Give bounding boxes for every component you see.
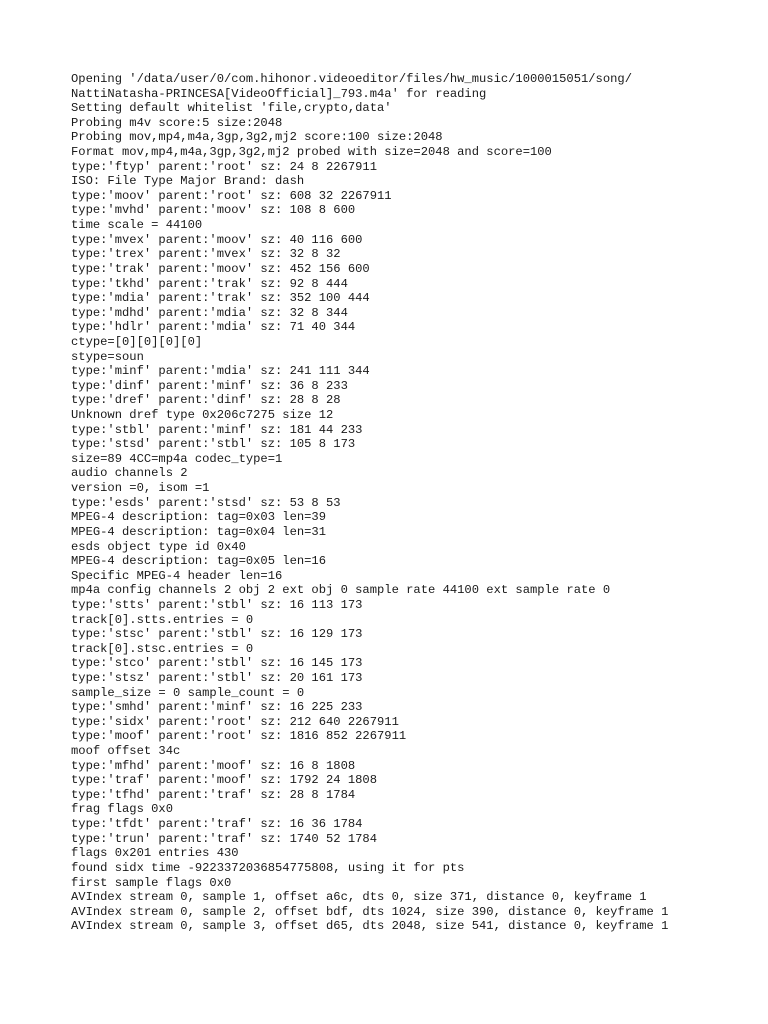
log-line: MPEG-4 description: tag=0x03 len=39 bbox=[71, 510, 326, 525]
log-line: Opening '/data/user/0/com.hihonor.videoeditor/files/hw_music/1000015051/song/ bbox=[71, 72, 632, 86]
log-line: flags 0x201 entries 430 bbox=[71, 846, 239, 861]
log-line: AVIndex stream 0, sample 2, offset bdf, dts 1024, size 390, distance 0, keyframe 1 bbox=[71, 904, 669, 919]
log-line: type:'traf' parent:'moof' sz: 1792 24 1808 bbox=[71, 773, 377, 788]
log-line: Unknown dref type 0x206c7275 size 12 bbox=[71, 408, 334, 423]
log-line: type:'mvex' parent:'moov' sz: 40 116 600 bbox=[71, 232, 363, 247]
log-line: found sidx time -9223372036854775808, using it for pts bbox=[71, 860, 465, 875]
log-line: type:'minf' parent:'mdia' sz: 241 111 344 bbox=[71, 364, 370, 379]
log-line: type:'mdia' parent:'trak' sz: 352 100 444 bbox=[71, 291, 370, 306]
log-line: track[0].stts.entries = 0 bbox=[71, 612, 254, 627]
log-line: type:'dref' parent:'dinf' sz: 28 8 28 bbox=[71, 393, 341, 408]
log-line: sample_size = 0 sample_count = 0 bbox=[71, 685, 305, 700]
log-line: Probing m4v score:5 size:2048 bbox=[71, 115, 283, 130]
log-line: type:'hdlr' parent:'mdia' sz: 71 40 344 bbox=[71, 320, 356, 335]
log-line: type:'dinf' parent:'minf' sz: 36 8 233 bbox=[71, 378, 348, 393]
log-line: Specific MPEG-4 header len=16 bbox=[71, 568, 283, 583]
log-line: frag flags 0x0 bbox=[71, 802, 173, 817]
log-line: time scale = 44100 bbox=[71, 218, 203, 233]
log-line: type:'stco' parent:'stbl' sz: 16 145 173 bbox=[71, 656, 363, 671]
log-line: NattiNatasha-PRINCESA[VideoOfficial]_793.m4a' for reading bbox=[71, 86, 487, 101]
log-output bbox=[71, 72, 668, 934]
log-line: type:'smhd' parent:'minf' sz: 16 225 233 bbox=[71, 700, 363, 715]
log-line: type:'trak' parent:'moov' sz: 452 156 600 bbox=[71, 261, 370, 276]
log-line: ctype=[0][0][0][0] bbox=[71, 334, 203, 349]
log-line: type:'trex' parent:'mvex' sz: 32 8 32 bbox=[71, 247, 341, 262]
log-line: stype=soun bbox=[71, 349, 144, 364]
log-line: type:'stts' parent:'stbl' sz: 16 113 173 bbox=[71, 597, 363, 612]
log-line: type:'stsz' parent:'stbl' sz: 20 161 173 bbox=[71, 670, 363, 685]
log-line: type:'mvhd' parent:'moov' sz: 108 8 600 bbox=[71, 203, 356, 218]
log-line: type:'mdhd' parent:'mdia' sz: 32 8 344 bbox=[71, 305, 348, 320]
log-line: Probing mov,mp4,m4a,3gp,3g2,mj2 score:100 size:2048 bbox=[71, 130, 443, 145]
log-line: type:'tfdt' parent:'traf' sz: 16 36 1784 bbox=[71, 817, 363, 832]
log-line: version =0, isom =1 bbox=[71, 481, 210, 496]
log-line: type:'mfhd' parent:'moof' sz: 16 8 1808 bbox=[71, 758, 356, 773]
log-line: type:'tkhd' parent:'trak' sz: 92 8 444 bbox=[71, 276, 348, 291]
log-line: type:'trun' parent:'traf' sz: 1740 52 1784 bbox=[71, 831, 377, 846]
log-line: AVIndex stream 0, sample 3, offset d65, dts 2048, size 541, distance 0, keyframe 1 bbox=[71, 919, 669, 934]
log-line: first sample flags 0x0 bbox=[71, 875, 232, 890]
log-line: type:'moov' parent:'root' sz: 608 32 2267911 bbox=[71, 188, 392, 203]
log-line: ISO: File Type Major Brand: dash bbox=[71, 174, 305, 189]
log-line: moof offset 34c bbox=[71, 744, 181, 759]
log-line: type:'stbl' parent:'minf' sz: 181 44 233 bbox=[71, 422, 363, 437]
log-line: type:'moof' parent:'root' sz: 1816 852 2267911 bbox=[71, 729, 407, 744]
log-line: audio channels 2 bbox=[71, 466, 188, 481]
log-line: MPEG-4 description: tag=0x05 len=16 bbox=[71, 554, 326, 569]
log-line: type:'stsc' parent:'stbl' sz: 16 129 173 bbox=[71, 627, 363, 642]
log-line: mp4a config channels 2 obj 2 ext obj 0 sample rate 44100 ext sample rate 0 bbox=[71, 583, 611, 598]
log-line: track[0].stsc.entries = 0 bbox=[71, 641, 254, 656]
log-line: type:'tfhd' parent:'traf' sz: 28 8 1784 bbox=[71, 787, 356, 802]
log-line: type:'ftyp' parent:'root' sz: 24 8 2267911 bbox=[71, 159, 377, 174]
log-line: type:'esds' parent:'stsd' sz: 53 8 53 bbox=[71, 495, 341, 510]
log-line: Setting default whitelist 'file,crypto,data' bbox=[71, 101, 392, 116]
log-line: type:'stsd' parent:'stbl' sz: 105 8 173 bbox=[71, 437, 356, 452]
log-line: type:'sidx' parent:'root' sz: 212 640 2267911 bbox=[71, 714, 399, 729]
log-line: AVIndex stream 0, sample 1, offset a6c, dts 0, size 371, distance 0, keyframe 1 bbox=[71, 890, 647, 905]
log-line: Format mov,mp4,m4a,3gp,3g2,mj2 probed with size=2048 and score=100 bbox=[71, 145, 552, 160]
log-line: MPEG-4 description: tag=0x04 len=31 bbox=[71, 524, 326, 539]
log-line: size=89 4CC=mp4a codec_type=1 bbox=[71, 451, 283, 466]
log-line: esds object type id 0x40 bbox=[71, 539, 246, 554]
